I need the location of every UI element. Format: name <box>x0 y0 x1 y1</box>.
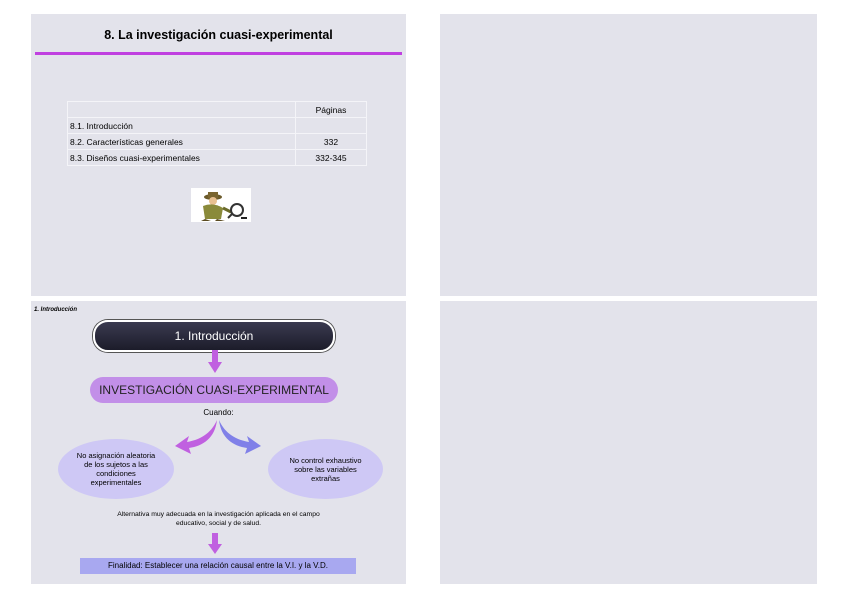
row-item: 8.2. Características generales <box>68 134 296 150</box>
row-item: 8.1. Introducción <box>68 118 296 134</box>
down-arrow-icon <box>208 533 222 555</box>
curved-arrow-right-icon <box>215 418 263 456</box>
detective-magnifier-icon <box>191 188 251 222</box>
curved-arrow-left-icon <box>173 418 221 456</box>
cuando-label: Cuando: <box>203 408 234 417</box>
table-row <box>68 150 367 166</box>
slide-4 <box>440 301 817 584</box>
down-arrow-icon <box>208 350 222 374</box>
detective-clipart <box>191 188 251 222</box>
row-item: 8.3. Diseños cuasi-experimentales <box>68 150 296 166</box>
slide-1 <box>31 14 406 296</box>
title-divider <box>35 52 402 55</box>
slide-3 <box>31 301 406 584</box>
row-pages: 332-345 <box>296 150 367 166</box>
table-header-row <box>68 102 367 118</box>
condition-ellipse-left <box>58 439 174 499</box>
table-row <box>68 118 367 134</box>
purpose-box: Finalidad: Establecer una relación causal entre la V.I. y la V.D. <box>80 558 356 574</box>
row-pages: 332 <box>296 134 367 150</box>
slide-2 <box>440 14 817 296</box>
condition-ellipse-right <box>268 439 383 499</box>
table-row <box>68 134 367 150</box>
pages-header: Páginas <box>296 102 367 118</box>
breadcrumb: 1. Introducción <box>34 307 78 313</box>
investigation-type-label: INVESTIGACIÓN CUASI-EXPERIMENTAL <box>90 377 338 403</box>
no-random-assignment-text: No asignación aleatoria de los sujetos a las condiciones experimentales <box>76 451 156 487</box>
no-exhaustive-control-text: No control exhaustivo sobre las variables extrañas <box>289 455 362 483</box>
row-pages <box>296 118 367 134</box>
contents-table <box>67 101 367 166</box>
section-banner: 1. Introducción <box>93 320 335 352</box>
slide-title: 8. La investigación cuasi-experimental <box>104 28 333 42</box>
alternative-note: Alternativa muy adecuada en la investigación aplicada en el campo educativo, social y de salud. <box>117 511 320 527</box>
